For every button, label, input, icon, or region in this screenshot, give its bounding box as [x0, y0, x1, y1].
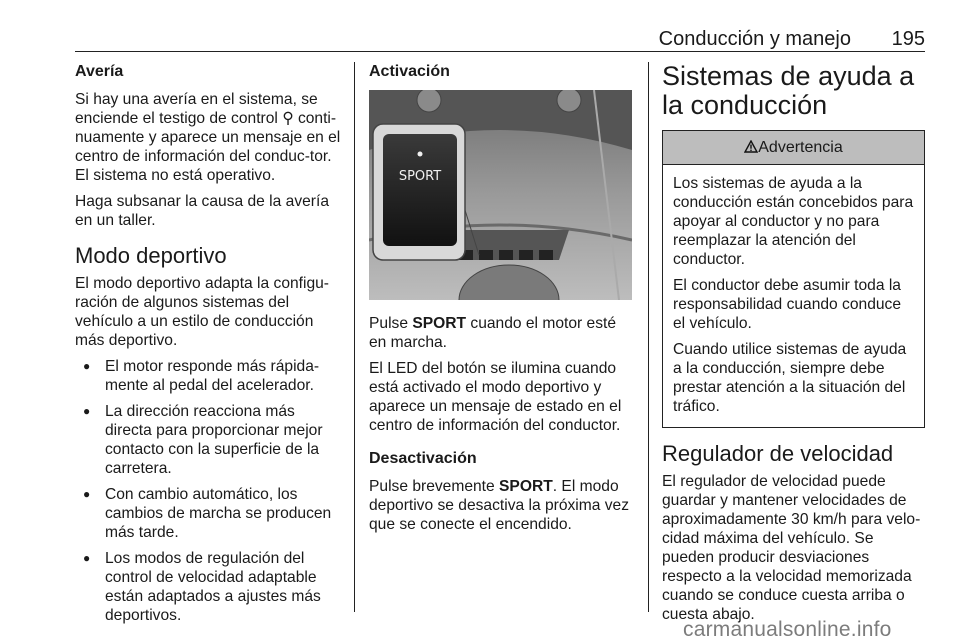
column-divider-2 [648, 62, 649, 612]
led-paragraph: El LED del botón se ilumina cuando está activado el modo deportivo y aparece un mensaje de estado en el centro de información del conductor. [369, 360, 622, 434]
averia-paragraph-1: Si hay una avería en el sistema, se enciende el testigo de control ⚲ conti-nuamente y aparece un mensaje en el centro de información del conduc-tor. El sistema no está operativo. [75, 91, 341, 184]
regulador-paragraph: El regulador de velocidad puede guardar y mantener velocidades de aproximadamente 30 km/h para velo-cidad máxima del vehículo. Se pueden producir desviaciones respecto a la velocidad memorizada cuando se conduce cuesta arriba o cuesta abajo. [662, 473, 921, 623]
modo-deportivo-heading: Modo deportivo [75, 243, 227, 268]
column-1 [75, 62, 345, 632]
column-2 [369, 62, 632, 541]
averia-paragraph-2: Haga subsanar la causa de la avería en un taller. [75, 193, 329, 229]
page-number: 195 [891, 28, 925, 50]
warning-paragraph-2: El conductor debe asumir toda la responsabilidad cuando conduce el vehículo. [673, 277, 902, 332]
warning-header [663, 131, 924, 165]
watermark: carmanualsonline.info [683, 618, 892, 641]
running-title: Conducción y manejo [658, 28, 851, 50]
console-illustration [369, 90, 632, 300]
warning-title: Advertencia [758, 139, 843, 156]
modo-deportivo-list [75, 357, 345, 625]
averia-heading: Avería [75, 63, 124, 80]
page-header [75, 28, 925, 50]
list-item: ● Con cambio automático, los cambios de marcha se producen más tarde. [75, 485, 345, 542]
sport-label: SPORT [398, 169, 442, 184]
column-divider-1 [354, 62, 355, 612]
sistemas-heading: Sistemas de ayuda a la conducción [662, 61, 915, 120]
desactivacion-heading: Desactivación [369, 450, 477, 467]
warning-box [662, 130, 925, 428]
warning-paragraph-3: Cuando utilice sistemas de ayuda a la conducción, siempre debe prestar atención a la situación del tráfico. [673, 341, 907, 415]
column-3 [662, 62, 925, 631]
warning-body [663, 165, 924, 427]
warning-triangle-icon [744, 140, 758, 153]
activacion-heading: Activación [369, 63, 450, 80]
desactivacion-paragraph: Pulse brevemente SPORT. El modo deportivo se desactiva la próxima vez que se conecte el encendido. [369, 478, 630, 533]
list-item: ● Los modos de regulación del control de velocidad adaptable están adaptados a ajustes más deportivos. [75, 549, 345, 625]
warning-paragraph-1: Los sistemas de ayuda a la conducción están concebidos para apoyar al conductor y no para reemplazar la atención del conductor. [673, 175, 914, 268]
regulador-heading: Regulador de velocidad [662, 441, 894, 466]
sport-button-photo [369, 90, 632, 300]
modo-deportivo-paragraph: El modo deportivo adapta la configu-ración de algunos sistemas del vehículo a un estilo de conducción más deportivo. [75, 275, 329, 349]
header-divider [75, 51, 925, 52]
pulse-paragraph: Pulse SPORT cuando el motor esté en marcha. [369, 315, 617, 351]
list-item: ● El motor responde más rápida-mente al pedal del acelerador. [75, 357, 345, 395]
list-item: ● La dirección reacciona más directa para proporcionar mejor contacto con la superficie de la carretera. [75, 402, 345, 478]
